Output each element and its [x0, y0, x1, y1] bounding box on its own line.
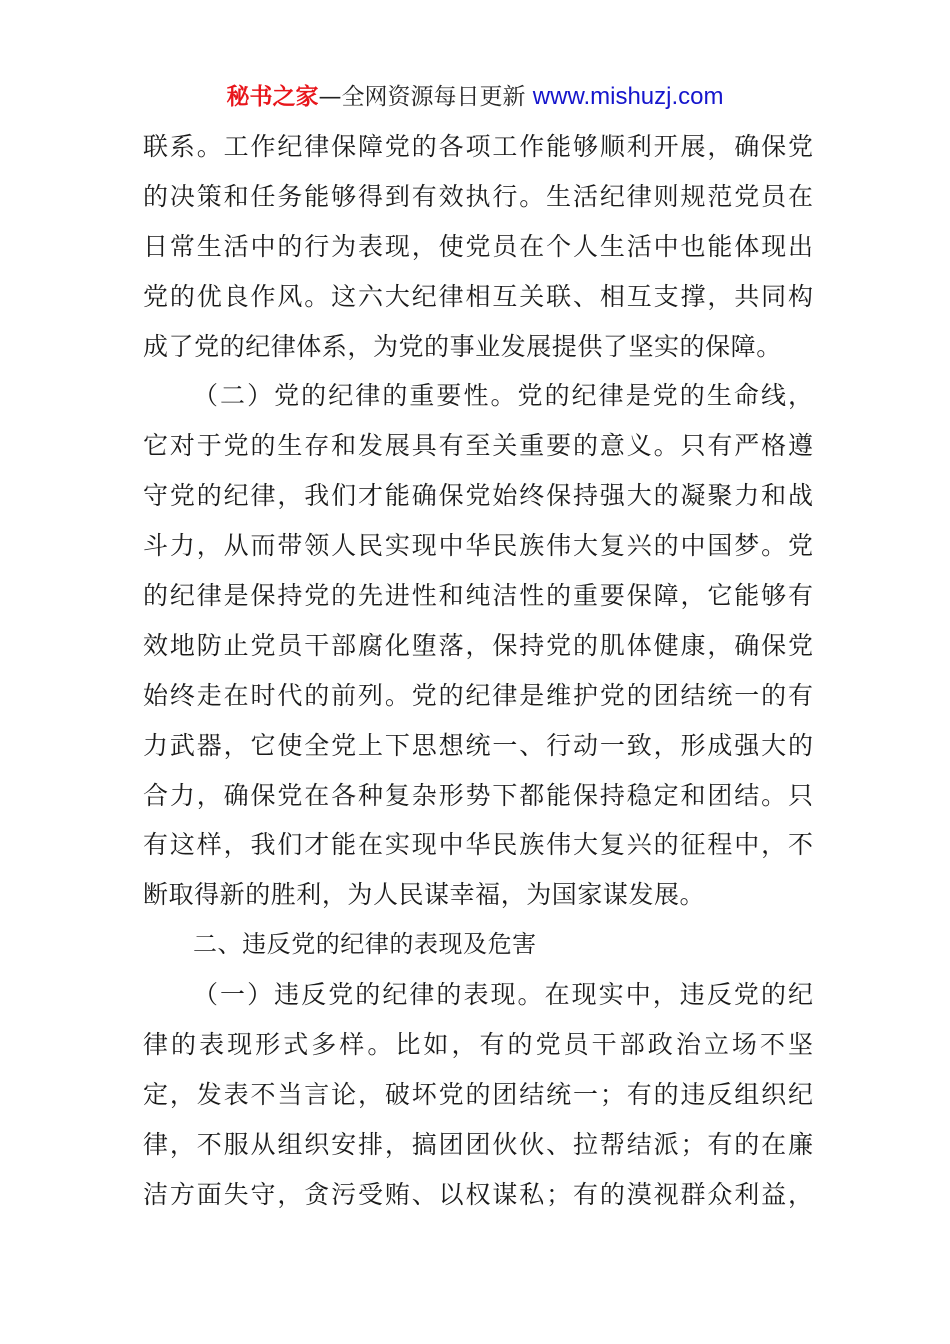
paragraph-first-line: （一）违反党的纪律的表现。在现实中，违反党的纪 — [193, 980, 813, 1010]
paragraph-first-line: （二）党的纪律的重要性。党的纪律是党的生命线， — [193, 381, 813, 411]
text-line: 始终走在时代的前列。党的纪律是维护党的团结统一的有 — [143, 680, 813, 710]
text-line: 党的优良作风。这六大纪律相互关联、相互支撑，共同构 — [143, 281, 813, 311]
text-line: 有这样，我们才能在实现中华民族伟大复兴的征程中，不 — [143, 830, 813, 860]
text-line: 力武器，它使全党上下思想统一、行动一致，形成强大的 — [143, 730, 813, 760]
text-line: 断取得新的胜利，为人民谋幸福，为国家谋发展。 — [143, 880, 706, 910]
site-url[interactable]: www.mishuzj.com — [532, 83, 724, 110]
site-brand: 秘书之家 — [226, 84, 319, 110]
text-line: 效地防止党员干部腐化堕落，保持党的肌体健康，确保党 — [143, 630, 813, 660]
text-line: 律，不服从组织安排，搞团团伙伙、拉帮结派；有的在廉 — [143, 1129, 813, 1159]
text-line: 定，发表不当言论，破坏党的团结统一；有的违反组织纪 — [143, 1079, 813, 1109]
section-heading: 二、违反党的纪律的表现及危害 — [193, 930, 537, 959]
text-line: 斗力，从而带领人民实现中华民族伟大复兴的中国梦。党 — [143, 531, 813, 561]
text-line: 联系。工作纪律保障党的各项工作能够顺利开展，确保党 — [143, 132, 813, 161]
text-line: 洁方面失守，贪污受贿、以权谋私；有的漠视群众利益， — [143, 1179, 813, 1209]
text-line: 的决策和任务能够得到有效执行。生活纪律则规范党员在 — [143, 181, 813, 211]
text-line: 律的表现形式多样。比如，有的党员干部政治立场不坚 — [143, 1030, 813, 1060]
text-line: 合力，确保党在各种复杂形势下都能保持稳定和团结。只 — [143, 780, 813, 810]
document-body — [143, 122, 813, 1220]
text-line: 的纪律是保持党的先进性和纯洁性的重要保障，它能够有 — [143, 581, 813, 611]
page-header — [0, 80, 950, 114]
site-tagline: —全网资源每日更新 — [318, 84, 533, 110]
text-line: 它对于党的生存和发展具有至关重要的意义。只有严格遵 — [143, 431, 813, 461]
text-line: 成了党的纪律体系，为党的事业发展提供了坚实的保障。 — [143, 331, 782, 361]
text-line: 守党的纪律，我们才能确保党始终保持强大的凝聚力和战 — [143, 481, 813, 511]
text-line: 日常生活中的行为表现，使党员在个人生活中也能体现出 — [143, 231, 813, 261]
